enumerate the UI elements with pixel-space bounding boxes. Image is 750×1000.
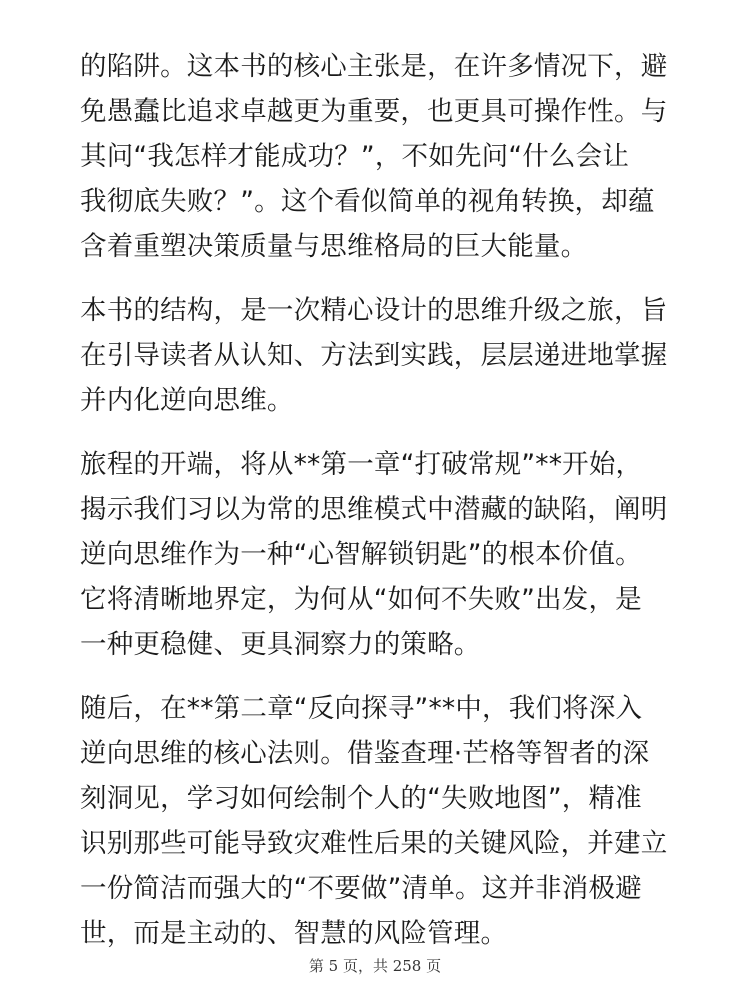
- text-line: 揭示我们习以为常的思维模式中潜藏的缺陷，阐明: [80, 494, 668, 525]
- text-line: 一种更稳健、更具洞察力的策略。: [80, 629, 481, 660]
- body-text: [80, 44, 680, 975]
- text-line: 的陷阱。这本书的核心主张是，在许多情况下，避: [80, 51, 668, 82]
- text-line: 含着重塑决策质量与思维格局的巨大能量。: [80, 231, 588, 262]
- text-line: 世，而是主动的、智慧的风险管理。: [80, 918, 508, 949]
- text-line: 逆向思维作为一种“心智解锁钥匙”的根本价值。: [80, 539, 642, 570]
- text-line: 一份简洁而强大的“不要做”清单。这并非消极避: [80, 873, 642, 904]
- text-line: 免愚蠢比追求卓越更为重要，也更具可操作性。与: [80, 96, 668, 127]
- text-line: 随后，在**第二章“反向探寻”**中，我们将深入: [80, 693, 643, 724]
- text-line: 逆向思维的核心法则。借鉴查理·芒格等智者的深: [80, 738, 650, 769]
- paragraph-2: [80, 288, 680, 423]
- text-line: 我彻底失败？”。这个看似简单的视角转换，却蕴: [80, 186, 655, 217]
- text-line: 识别那些可能导致灾难性后果的关键风险，并建立: [80, 828, 668, 859]
- text-line: 其问“我怎样才能成功？”，不如先问“什么会让: [80, 141, 630, 172]
- paragraph-1: [80, 44, 680, 269]
- text-line: 并内化逆向思维。: [80, 385, 294, 416]
- paragraph-3: [80, 442, 680, 667]
- text-line: 刻洞见，学习如何绘制个人的“失败地图”，精准: [80, 783, 642, 814]
- text-line: 旅程的开端，将从**第一章“打破常规”**开始，: [80, 449, 643, 480]
- paragraph-4: [80, 686, 680, 956]
- text-line: 它将清晰地界定，为何从“如何不失败”出发，是: [80, 584, 642, 615]
- text-line: 在引导读者从认知、方法到实践，层层递进地掌握: [80, 340, 668, 371]
- text-line: 本书的结构，是一次精心设计的思维升级之旅，旨: [80, 295, 668, 326]
- page-number-footer: 第 5 页，共 258 页: [308, 957, 442, 975]
